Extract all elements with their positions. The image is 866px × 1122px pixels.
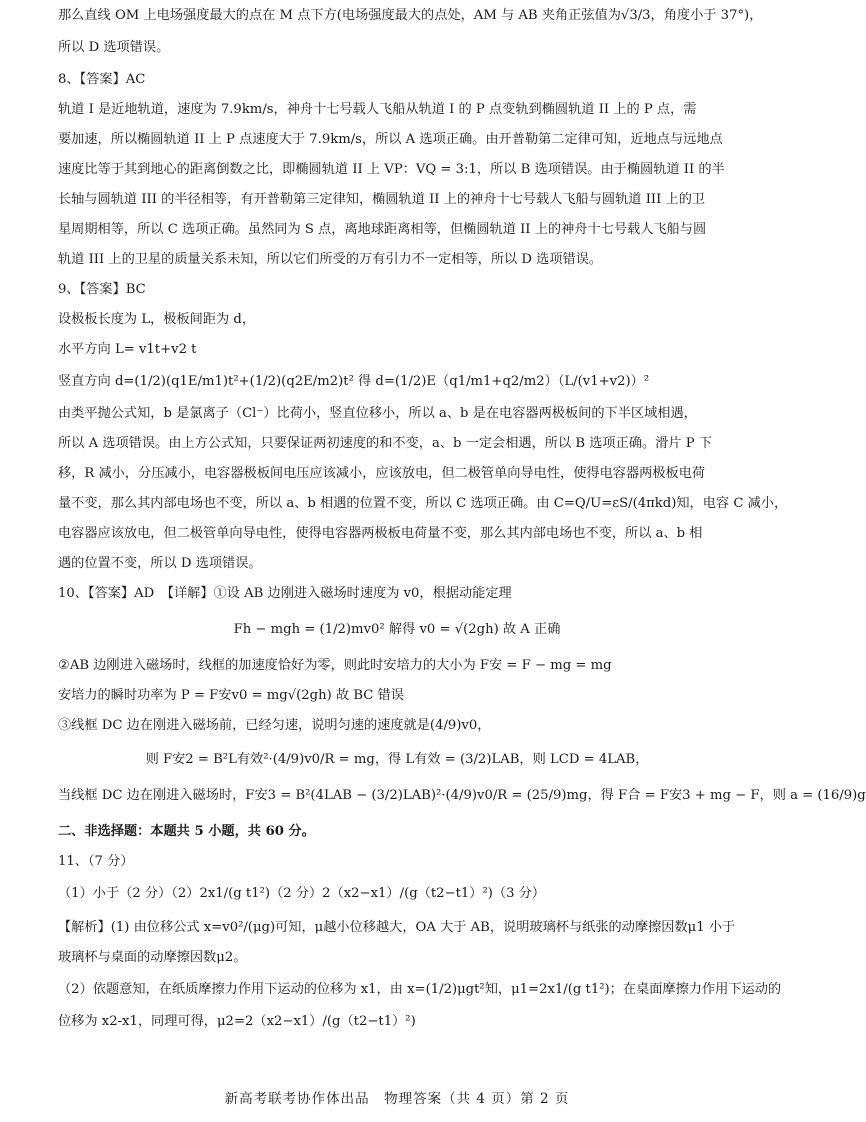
text-line: 遇的位置不变，所以 D 选项错误。	[58, 556, 262, 571]
text-line: 速度比等于其到地心的距离倒数之比，即椭圆轨道 II 上 VP：VQ = 3:1，所以 B 选项错误。由于椭圆轨道 II 的半	[58, 162, 725, 177]
text-line: 轨道 I 是近地轨道，速度为 7.9km/s，神舟十七号载人飞船从轨道 I 的 P 点变轨到椭圆轨道 II 上的 P 点，需	[58, 102, 697, 117]
text-line: （2）依题意知，在纸质摩擦力作用下运动的位移为 x1，由 x=(1/2)μgt²知，μ1=2x1/(g t1²)；在桌面摩擦力作用下运动的	[58, 982, 782, 997]
text-line: 电容器应该放电，但二极管单向导电性，使得电容器两极板电荷量不变，那么其内部电场也不变，所以 a、b 相	[58, 526, 703, 541]
text-line: 【解析】(1) 由位移公式 x=v0²/(μg)可知，μ越小位移越大，OA 大于 AB，说明玻璃杯与纸张的动摩擦因数μ1 小于	[58, 920, 736, 935]
question-10-answer: 10、【答案】AD 【详解】①设 AB 边刚进入磁场时速度为 v0，根据动能定理	[58, 586, 512, 601]
text-line: 长轴与圆轨道 III 的半径相等，有开普勒第三定律知，椭圆轨道 II 上的神舟十七号载人飞船与圆轨道 III 上的卫	[58, 192, 706, 207]
text-line: ②AB 边刚进入磁场时，线框的加速度恰好为零，则此时安培力的大小为 F安 = F − mg = mg	[58, 658, 612, 673]
formula-line: Fh − mgh = (1/2)mv0² 解得 v0 = √(2gh) 故 A 正确	[233, 622, 561, 637]
text-line: 所以 A 选项错误。由上方公式知，只要保证两初速度的和不变，a、b 一定会相遇，所以 B 选项正确。滑片 P 下	[58, 436, 712, 451]
text-line: 移，R 减小，分压减小，电容器极板间电压应该减小，应该放电，但二极管单向导电性，使得电容器两极板电荷	[58, 466, 706, 481]
text-line: 玻璃杯与桌面的动摩擦因数μ2。	[58, 950, 247, 965]
page-footer: 新高考联考协作体出品 物理答案（共 4 页）第 2 页	[224, 1091, 570, 1107]
question-11-answer: （1）小于（2 分）（2）2x1/(g t1²)（2 分）2（x2−x1）/(g（t2−t1）²)（3 分）	[58, 886, 546, 901]
text-line: 位移为 x2-x1，同理可得，μ2=2（x2−x1）/(g（t2−t1）²)	[58, 1014, 416, 1029]
formula-line: 水平方向 L= v1t+v2 t	[58, 342, 197, 357]
text-line: 星周期相等，所以 C 选项正确。虽然同为 S 点，离地球距离相等，但椭圆轨道 II 上的神舟十七号载人飞船与圆	[58, 222, 707, 237]
text-line: 安培力的瞬时功率为 P = F安v0 = mg√(2gh) 故 BC 错误	[58, 688, 404, 703]
formula-line: 竖直方向 d=(1/2)(q1E/m1)t²+(1/2)(q2E/m2)t² 得 d=(1/2)E（q1/m1+q2/m2）（L/(v1+v2)）²	[58, 374, 650, 389]
text-line: 要加速，所以椭圆轨道 II 上 P 点速度大于 7.9km/s，所以 A 选项正确。由开普勒第二定律可知，近地点与远地点	[58, 132, 723, 147]
question-8-answer: 8、【答案】AC	[58, 72, 146, 87]
formula-line: 则 F安2 = B²L有效²·(4/9)v0/R = mg，得 L有效 = (3/2)LAB，则 LCD = 4LAB，	[145, 752, 649, 767]
section-heading: 二、非选择题：本题共 5 小题，共 60 分。	[58, 824, 315, 839]
text-line: 所以 D 选项错误。	[58, 40, 170, 55]
text-line: 轨道 III 上的卫星的质量关系未知，所以它们所受的万有引力不一定相等，所以 D 选项错误。	[58, 252, 603, 267]
formula-line: 当线框 DC 边在刚进入磁场时，F安3 = B²(4LAB − (3/2)LAB)²·(4/9)v0/R = (25/9)mg，得 F合 = F安3 + mg − F，则 a = (16/9)g	[58, 788, 866, 803]
text-line: 设极板长度为 L，极板间距为 d，	[58, 312, 256, 327]
text-line: 那么直线 OM 上电场强度最大的点在 M 点下方(电场强度最大的点处，AM 与 AB 夹角正弦值为√3/3，角度小于 37°)，	[58, 8, 763, 23]
question-11-heading: 11、（7 分）	[58, 854, 134, 869]
text-line: 由类平抛公式知，b 是氯离子（Cl⁻）比荷小，竖直位移小，所以 a、b 是在电容器两极板间的下半区域相遇，	[58, 406, 697, 421]
question-9-answer: 9、【答案】BC	[58, 282, 146, 297]
text-line: 量不变，那么其内部电场也不变，所以 a、b 相遇的位置不变，所以 C 选项正确。由 C=Q/U=εS/(4πkd)知，电容 C 减小，	[58, 496, 788, 511]
text-line: ③线框 DC 边在刚进入磁场前，已经匀速，说明匀速的速度就是(4/9)v0，	[58, 718, 491, 733]
